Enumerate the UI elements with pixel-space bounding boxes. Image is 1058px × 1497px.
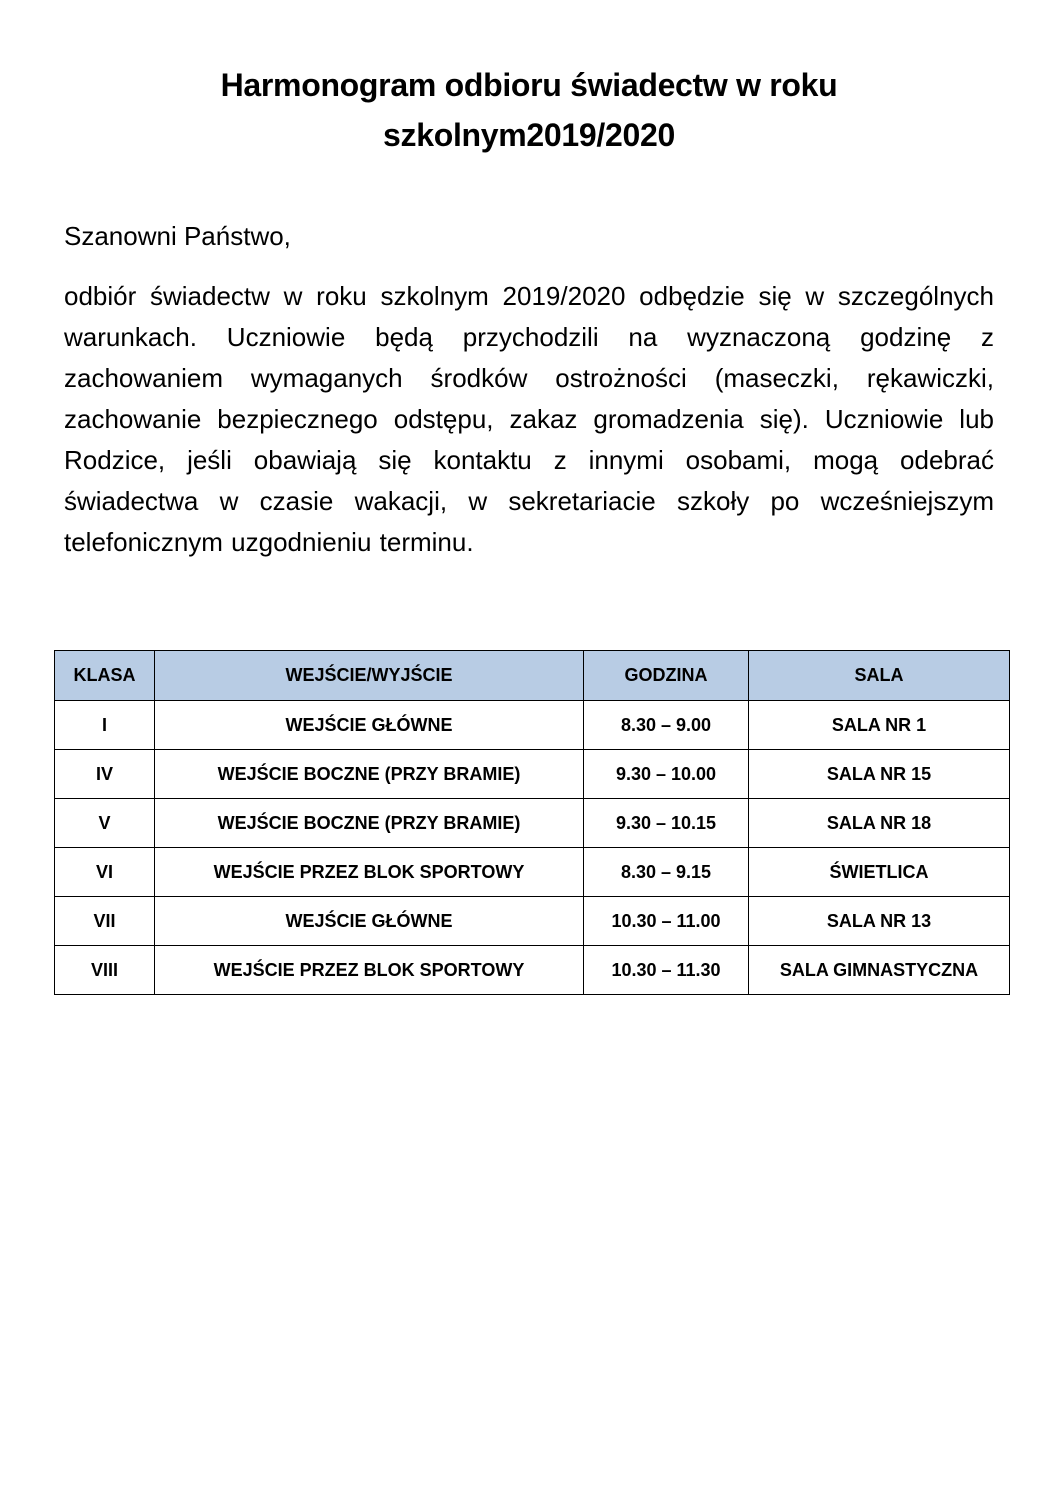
cell-klasa: VIII	[55, 946, 155, 995]
cell-godzina: 9.30 – 10.15	[584, 799, 749, 848]
title-line-2: szkolnym2019/2020	[383, 117, 675, 153]
cell-wejscie: WEJŚCIE GŁÓWNE	[155, 897, 584, 946]
table-row	[55, 946, 1010, 995]
body-paragraph: odbiór świadectw w roku szkolnym 2019/2020 odbędzie się w szczególnych warunkach. Uczniowie będą przychodzili na wyznaczoną godzinę z zachowaniem wymaganych środków ostrożności (maseczki, rękawiczki, zachowanie bezpiecznego odstępu, zakaz gromadzenia się). Uczniowie lub Rodzice, jeśli obawiają się kontaktu z innymi osobami, mogą odebrać świadectwa w czasie wakacji, w sekretariacie szkoły po wcześniejszym telefonicznym uzgodnieniu terminu.	[64, 281, 994, 557]
table-row	[55, 848, 1010, 897]
title-line-1: Harmonogram odbioru świadectw w roku	[220, 67, 838, 103]
cell-sala: SALA NR 15	[749, 750, 1010, 799]
cell-wejscie: WEJŚCIE GŁÓWNE	[155, 701, 584, 750]
table-row	[55, 750, 1010, 799]
cell-klasa: VII	[55, 897, 155, 946]
table-row	[55, 799, 1010, 848]
table-row	[55, 701, 1010, 750]
cell-sala: SALA NR 18	[749, 799, 1010, 848]
cell-wejscie: WEJŚCIE PRZEZ BLOK SPORTOWY	[155, 946, 584, 995]
cell-sala: SALA NR 13	[749, 897, 1010, 946]
page-title	[64, 60, 994, 160]
schedule-table	[54, 650, 1010, 995]
cell-sala: SALA GIMNASTYCZNA	[749, 946, 1010, 995]
cell-klasa: IV	[55, 750, 155, 799]
cell-godzina: 10.30 – 11.30	[584, 946, 749, 995]
header-klasa: KLASA	[55, 651, 155, 701]
cell-sala: ŚWIETLICA	[749, 848, 1010, 897]
header-sala: SALA	[749, 651, 1010, 701]
cell-godzina: 9.30 – 10.00	[584, 750, 749, 799]
cell-godzina: 8.30 – 9.15	[584, 848, 749, 897]
cell-klasa: I	[55, 701, 155, 750]
cell-klasa: V	[55, 799, 155, 848]
table-header-row	[55, 651, 1010, 701]
cell-sala: SALA NR 1	[749, 701, 1010, 750]
cell-wejscie: WEJŚCIE PRZEZ BLOK SPORTOWY	[155, 848, 584, 897]
greeting: Szanowni Państwo,	[64, 221, 291, 251]
cell-godzina: 8.30 – 9.00	[584, 701, 749, 750]
cell-wejscie: WEJŚCIE BOCZNE (PRZY BRAMIE)	[155, 799, 584, 848]
table-row	[55, 897, 1010, 946]
cell-godzina: 10.30 – 11.00	[584, 897, 749, 946]
cell-klasa: VI	[55, 848, 155, 897]
cell-wejscie: WEJŚCIE BOCZNE (PRZY BRAMIE)	[155, 750, 584, 799]
header-wejscie-wyjscie: WEJŚCIE/WYJŚCIE	[155, 651, 584, 701]
header-godzina: GODZINA	[584, 651, 749, 701]
